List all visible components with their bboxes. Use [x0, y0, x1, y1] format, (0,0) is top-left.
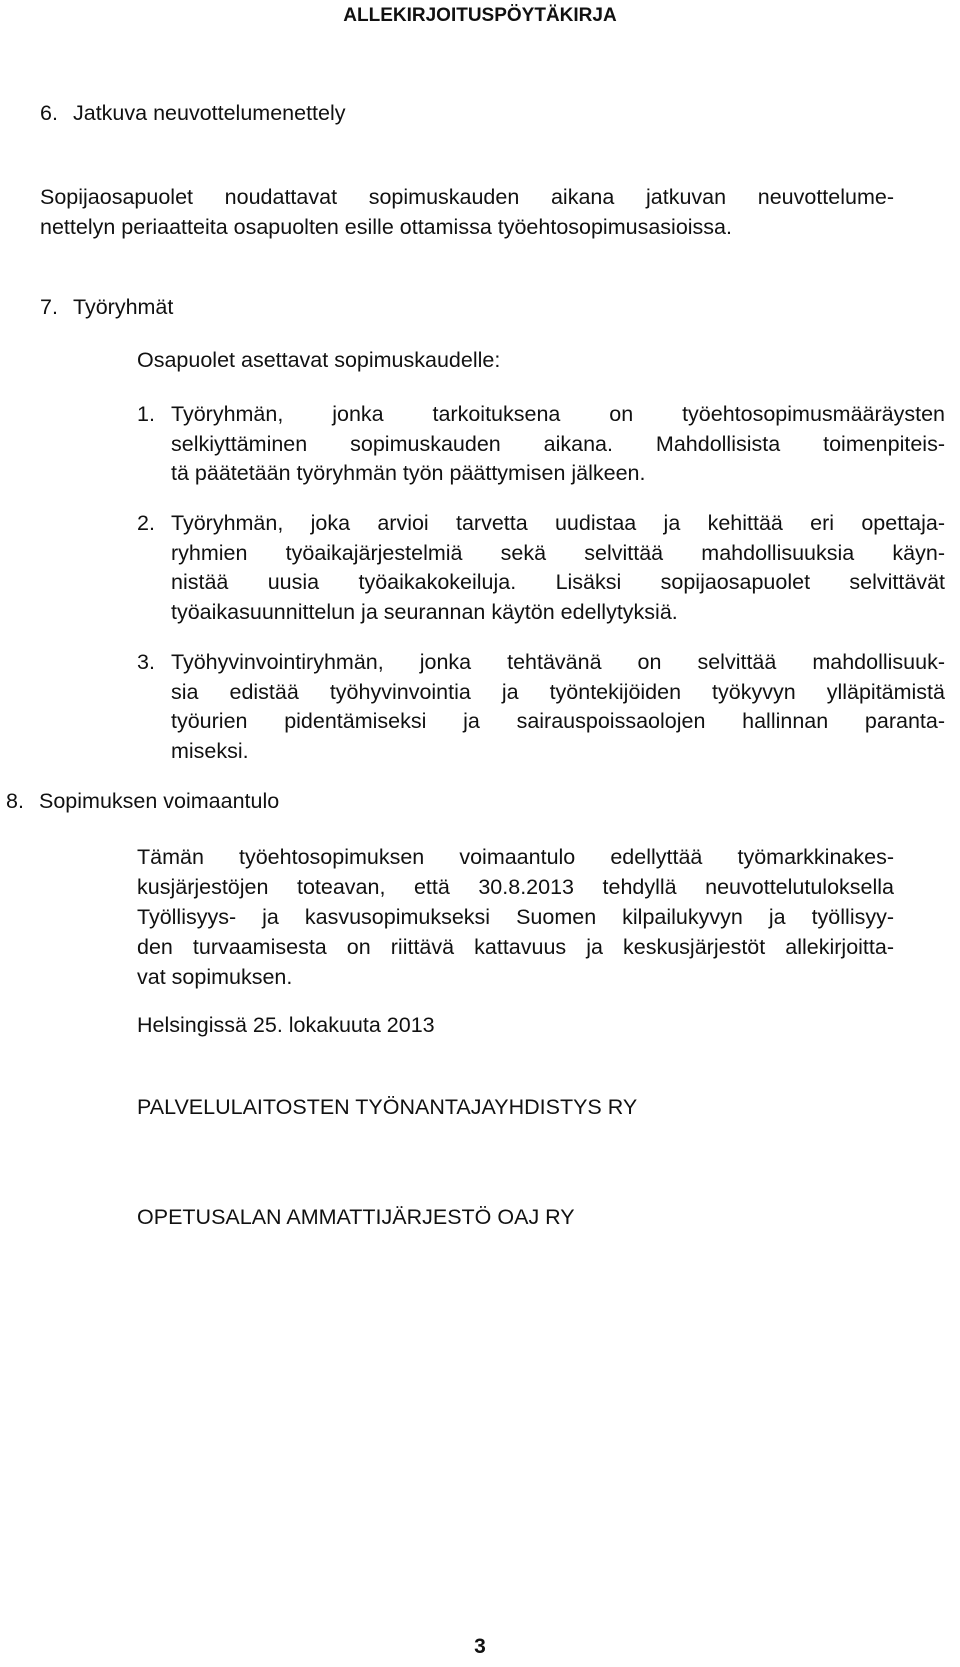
paragraph-line: kusjärjestöjen toteavan, että 30.8.2013 tehdyllä neuvottelutuloksella	[137, 875, 894, 899]
list-item-number: 2.	[137, 511, 155, 535]
section-6-title: Jatkuva neuvottelumenettely	[73, 101, 346, 125]
page-number: 3	[474, 1635, 486, 1658]
paragraph-line: nettelyn periaatteita osapuolten esille ottamissa työehtosopimusasioissa.	[40, 215, 732, 239]
section-6-number: 6.	[40, 101, 58, 125]
signatory-union: OPETUSALAN AMMATTIJÄRJESTÖ OAJ RY	[137, 1205, 575, 1229]
list-item-line: sia edistää työhyvinvointia ja työntekijöiden työkyvyn ylläpitämistä	[171, 679, 945, 704]
place-date: Helsingissä 25. lokakuuta 2013	[137, 1013, 435, 1037]
list-item-line: selkiyttäminen sopimuskauden aikana. Mahdollisista toimenpiteis-	[171, 431, 945, 456]
list-item-line: Työryhmän, jonka tarkoituksena on työehtosopimusmääräysten	[171, 402, 945, 426]
list-item-line: työurien pidentämiseksi ja sairauspoissaolojen hallinnan paranta-	[171, 709, 945, 733]
section-8-title: Sopimuksen voimaantulo	[39, 789, 280, 813]
section-6-paragraph	[40, 182, 894, 242]
paragraph-line: den turvaamisesta on riittävä kattavuus ja keskusjärjestöt allekirjoitta-	[137, 935, 894, 959]
section-8-heading	[6, 786, 279, 816]
list-item-body	[171, 648, 945, 766]
list-item-line: ryhmien työaikajärjestelmiä sekä selvittää mahdollisuuksia käyn-	[171, 540, 945, 565]
list-item-line: miseksi.	[171, 738, 249, 763]
paragraph-line: vat sopimuksen.	[137, 965, 293, 989]
paragraph-line: Sopijaosapuolet noudattavat sopimuskauden aikana jatkuvan neuvottelume-	[40, 185, 894, 209]
section-8-paragraph	[137, 842, 894, 992]
list-item-line: Työhyvinvointiryhmän, jonka tehtävänä on selvittää mahdollisuuk-	[171, 650, 945, 674]
paragraph-line: Työllisyys- ja kasvusopimukseksi Suomen kilpailukyvyn ja työllisyy-	[137, 905, 894, 929]
section-6-heading	[40, 98, 346, 128]
list-item-line: tä päätetään työryhmän työn päättymisen jälkeen.	[171, 461, 646, 485]
list-item-number: 1.	[137, 402, 155, 426]
section-7-number: 7.	[40, 295, 58, 319]
list-item-line: Työryhmän, joka arvioi tarvetta uudistaa ja kehittää eri opettaja-	[171, 511, 945, 535]
section-8-number: 8.	[6, 789, 24, 813]
list-item-number: 3.	[137, 650, 155, 674]
list-item-body	[171, 509, 945, 627]
document-title: ALLEKIRJOITUSPÖYTÄKIRJA	[343, 5, 617, 26]
signatory-employer: PALVELULAITOSTEN TYÖNANTAJAYHDISTYS RY	[137, 1095, 638, 1119]
list-item-body	[171, 400, 945, 489]
section-7-title: Työryhmät	[73, 295, 174, 319]
list-item-line: nistää uusia työaikakokeiluja. Lisäksi sopijaosapuolet selvittävät	[171, 570, 945, 594]
list-item-line: työaikasuunnittelun ja seurannan käytön edellytyksiä.	[171, 599, 678, 624]
section-7-intro: Osapuolet asettavat sopimuskaudelle:	[137, 348, 501, 372]
section-7-heading	[40, 292, 173, 322]
paragraph-line: Tämän työehtosopimuksen voimaantulo edellyttää työmarkkinakes-	[137, 845, 894, 869]
